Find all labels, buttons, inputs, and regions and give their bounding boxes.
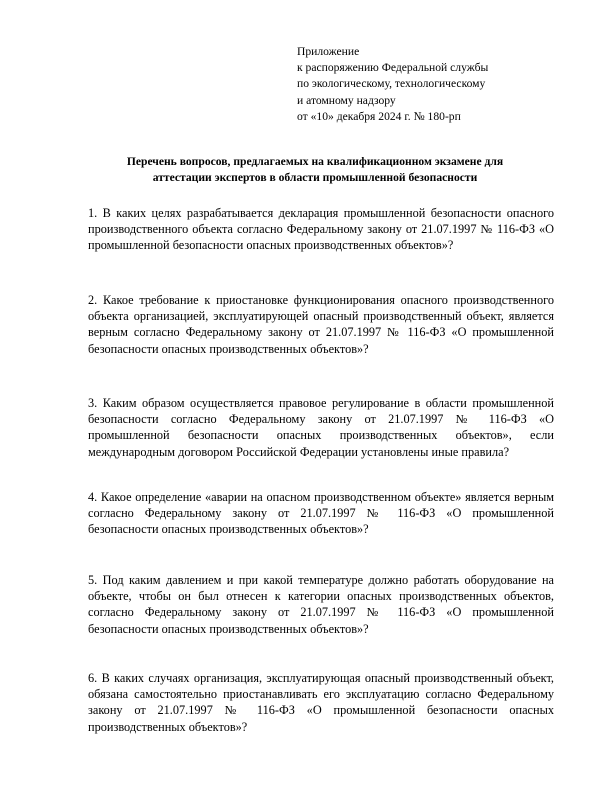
question-3: 3. Каким образом осуществляется правовое регулирование в области промышленной безопасности согласно Федеральному закону от 21.07.1997 № 116-ФЗ «О промышленной безопасности опасных производственных объектов», если международным договором Российской Федерации установлены иные правила? xyxy=(88,396,554,459)
appendix-line: к распоряжению Федеральной службы xyxy=(297,61,489,75)
question-6: 6. В каких случаях организация, эксплуатирующая опасный производственный объект, обязана самостоятельно приостанавливать его эксплуатацию согласно Федеральному закону от 21.07.1997 № 116-ФЗ «О промышленной безопасности опасных производственных объектов»? xyxy=(88,671,554,734)
document-title xyxy=(70,154,560,186)
appendix-line: и атомному надзору xyxy=(297,93,396,107)
appendix-line: Приложение xyxy=(297,45,360,58)
question-4: 4. Какое определение «аварии на опасном производственном объекте» является верным согласно Федеральному закону от 21.07.1997 № 116-ФЗ «О промышленной безопасности опасных производственных объектов»? xyxy=(88,490,554,537)
question-2: 2. Какое требование к приостановке функционирования опасного производственного объекта организацией, эксплуатирующей опасный производственный объект, является верным согласно Федеральному закону от 21.07.1997 № 116-ФЗ «О промышленной безопасности опасных производственных объектов»? xyxy=(88,293,554,356)
title-line: аттестации экспертов в области промышленной безопасности xyxy=(152,171,478,184)
appendix-line: от «10» декабря 2024 г. № 180-рп xyxy=(297,109,461,123)
question-1: 1. В каких целях разрабатывается декларация промышленной безопасности опасного производственного объекта согласно Федеральному закону от 21.07.1997 № 116-ФЗ «О промышленной безопасности опасных производственных объектов»? xyxy=(88,206,554,253)
appendix-line: по экологическому, технологическому xyxy=(297,77,486,91)
appendix-block xyxy=(297,44,488,125)
question-5: 5. Под каким давлением и при какой температуре должно работать оборудование на объекте, чтобы он был отнесен к категории опасных производственных объектов, согласно Федеральному закону от 21.07.1997 № 116-ФЗ «О промышленной безопасности опасных производственных объектов»? xyxy=(88,573,554,636)
title-line: Перечень вопросов, предлагаемых на квалификационном экзамене для xyxy=(126,155,504,168)
